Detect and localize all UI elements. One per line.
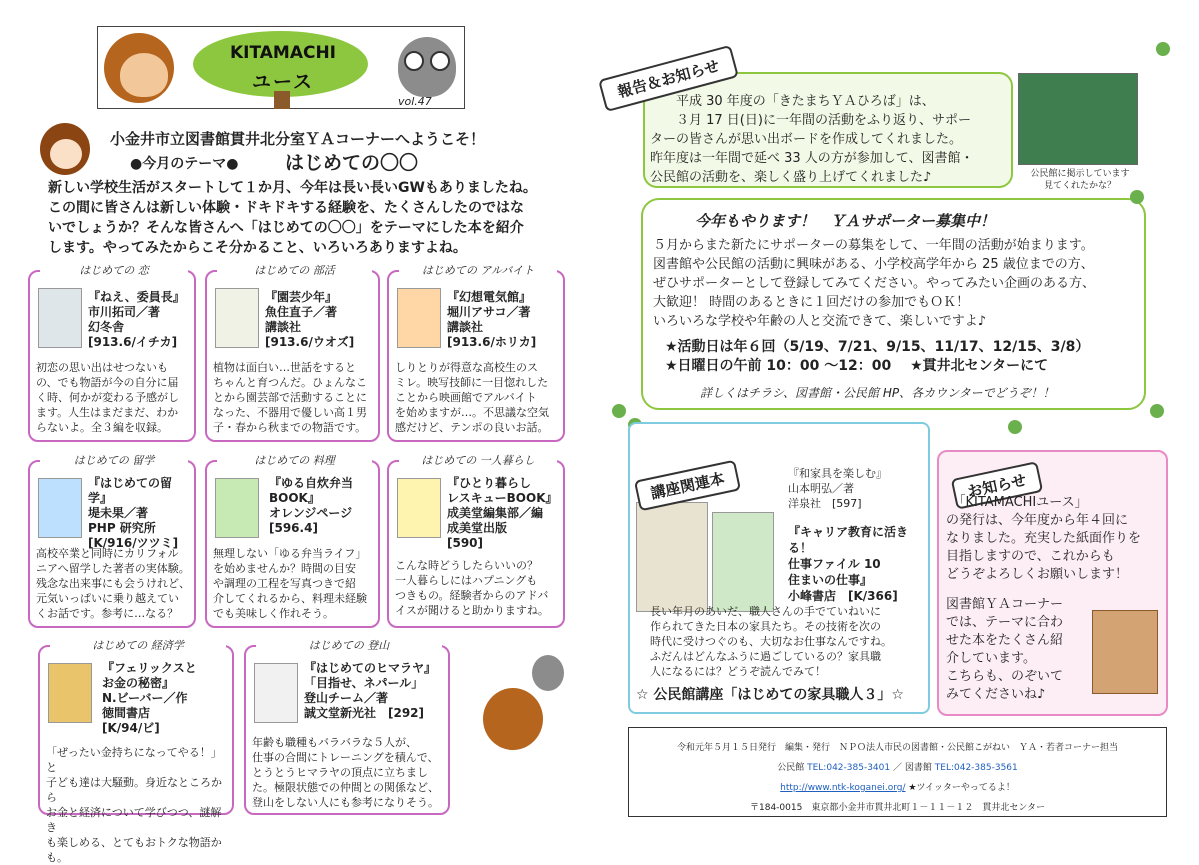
book-card-living-alone — [387, 454, 565, 628]
logo-english: KITAMACHI — [229, 43, 337, 63]
clover-icon — [1130, 190, 1144, 204]
welcome-heading: 小金井市立図書館貫井北分室ＹＡコーナーへようこそ！ — [110, 130, 486, 148]
girl-face — [50, 139, 82, 169]
monkey-reading-icon — [483, 688, 543, 750]
memory-board-photo — [1018, 73, 1138, 165]
small-owl-icon — [532, 655, 564, 691]
book-cover-icon — [712, 512, 774, 612]
book-label: はじめての アルバイト — [399, 262, 557, 278]
book-card-love — [28, 264, 196, 442]
tel-label-kominkan: 公民館 — [777, 763, 805, 773]
book-info: 『ひとり暮らし レスキューBOOK』 成美堂編集部／編 成美堂出版 [590] — [447, 476, 558, 550]
lecture-books-tag: 講座関連本 — [634, 460, 741, 512]
separator: ／ — [892, 763, 902, 773]
book-info: 『幻想電気館』 堀川アサコ／著 講談社 [913.6/ホリカ] — [447, 290, 537, 349]
book-cover-icon — [397, 288, 441, 348]
owl-mascot-icon — [398, 37, 456, 97]
book-description: 初恋の思い出はせつないも の、でも物語が今の自分に届 く時、何かが変わる予感がし ます。人生はまだまだ、わか らないよ。全３編を収録。 — [36, 361, 179, 434]
twitter-note: ★ツイッターやってるよ！ — [908, 783, 1015, 793]
book-card-economics — [38, 639, 234, 864]
tel-label-library: 図書館 — [904, 763, 932, 773]
lecture-book-1: 『和家具を楽しむ』 山本明弘／著 洋泉社 [597] — [788, 467, 887, 510]
theme-title: はじめての〇〇 — [285, 152, 419, 174]
book-label: はじめての 部活 — [217, 262, 372, 278]
book-label: はじめての 留学 — [40, 452, 188, 468]
owl-eye-right — [430, 51, 450, 71]
book-info: 『はじめてのヒマラヤ』 「目指せ、ネパール」 登山チーム／著 誠文堂新光社 [292] — [304, 661, 437, 720]
book-description: 植物は面白い…世話をすると ちゃんと育つんだ。ひょんなこ とから園芸部で活動することに なった、不器用で優しい高１男 子・春から秋までの物語です。 — [213, 361, 367, 434]
bookshelf-icon — [1092, 610, 1158, 694]
contact-line — [629, 760, 1166, 773]
book-cover-icon — [48, 663, 92, 723]
clover-icon — [1156, 42, 1170, 56]
book-cover-icon — [38, 478, 82, 538]
book-card-study-abroad — [28, 454, 196, 628]
book-card-parttime — [387, 264, 565, 442]
book-info: 『園芸少年』 魚住直子／著 講談社 [913.6/ウオズ] — [265, 290, 355, 349]
book-description: 年齢も職種もバラバラな５人が、 仕事の合間にトレーニングを積んで、 とうとうヒマラヤの頂点に立ちまし た。極限状態での仲間との関係など、 登山をしない人にも参考になりそう。 — [252, 736, 439, 809]
news-text: 平成 30 年度の「きたまちＹＡひろば」は、 ３月 17 日(日)に一年間の活動をふり返り、サポー ターの皆さんが思い出ボードを作成してくれました。 昨年度は一年間で延べ 33 人の方が参加して、図書館・ 公民館の活動を、楽しく盛り上げてくれました♪ — [650, 94, 974, 185]
book-cover-icon — [215, 478, 259, 538]
book-card-mountaineering — [244, 639, 450, 815]
book-description: こんな時どうしたらいいの？ 一人暮らしにはハプニングも つきもの。経験者からのアドバ イスが聞けると助かりますね。 — [395, 559, 549, 617]
intro-text: 新しい学校生活がスタートして１か月、今年は長い長いGWもありましたね。 この間に皆さんは新しい体験・ドキドキする経験を、たくさんしたのではな いでしょうか？そんな皆さんへ「はじめての〇〇」をテーマにした本を紹介 します。やってみたからこそ分かること、いろいろありますよね。 — [48, 180, 537, 256]
clover-icon — [612, 404, 626, 418]
web-line — [629, 780, 1166, 793]
volume-number: vol.47 — [398, 95, 432, 108]
tel-kominkan[interactable]: TEL:042-385-3401 — [807, 763, 891, 773]
news-tag: 報告＆お知らせ — [598, 45, 738, 112]
book-description: 「ぜったい金持ちになってやる！」と 子ども達は大騒動。身近なところから お金と経済について学びつつ、謎解き も楽しめる、とてもおトクな物語かも。 — [46, 746, 222, 864]
book-label: はじめての 料理 — [217, 452, 372, 468]
book-card-club — [205, 264, 380, 442]
book-info: 『はじめての留学』 堤未果／著 PHP 研究所 [K/916/ツツミ] — [88, 476, 179, 550]
book-label: はじめての 登山 — [256, 637, 442, 653]
lecture-book-2: 『キャリア教育に活きる！ 仕事ファイル 10 住まいの仕事』 小峰書店 [K/366] — [788, 525, 909, 603]
monkey-mascot-icon — [104, 33, 174, 103]
book-cover-icon — [38, 288, 82, 348]
theme-label: ●今月のテーマ● — [130, 156, 239, 172]
website-link[interactable]: http://www.ntk-koganei.org/ — [780, 783, 906, 793]
book-info: 『フェリックスと お金の秘密』 N.ビーバー／作 徳間書店 [K/94/ビ] — [102, 661, 197, 735]
publish-info: 令和元年５月１５日発行 編集・発行 ＮＰＯ法人市民の図書館・公民館こがねい ＹＡ・若者コーナー担当 — [676, 743, 1118, 753]
book-description: 高校卒業と同時にカリフォル ニアへ留学した著者の実体験。 残念な出来事にも会うけれど、 元気いっぱいに乗り越えてい くお話です。参考に…なる？ — [36, 547, 190, 620]
lecture-footer: ☆ 公民館講座「はじめての家具職人３」☆ — [636, 687, 904, 703]
book-cover-icon — [636, 502, 708, 612]
book-info: 『ゆる自炊弁当 BOOK』 オレンジページ [596.4] — [269, 476, 354, 535]
info-tag: お知らせ — [951, 461, 1043, 510]
book-description: 無理しない「ゆる弁当ライフ」 を始めませんか？時間の目安 や調理の工程を写真つきで紹 介してくれるから、料理未経験 でも美味しく作れそう。 — [213, 547, 367, 620]
book-cover-icon — [215, 288, 259, 348]
tel-library[interactable]: TEL:042-385-3561 — [934, 763, 1018, 773]
monkey-face — [120, 53, 168, 97]
book-card-cooking — [205, 454, 380, 628]
book-label: はじめての 一人暮らし — [399, 452, 557, 468]
info-text-ya-corner: 図書館ＹＡコーナー では、テーマに合わ せた本をたくさん紹 介しています。 こちらも、のぞいて みてくださいね♪ — [946, 597, 1064, 702]
supporter-title: 今年もやります！ ＹＡサポーター募集中！ — [695, 212, 996, 230]
clover-icon — [1008, 420, 1022, 434]
clover-icon — [1150, 404, 1164, 418]
supporter-text: ５月からまた新たにサポーターの募集をして、一年間の活動が始まります。 図書館や公民館の活動に興味がある、小学校高学年から 25 歳位までの方、 ぜひサポーターとして登録してみてください。やってみたい企画のある方、 大歓迎！ 時間のあるときに１回だけの参加でもＯＫ！ いろいろな学校や年齢の人と交流できて、楽しいですよ♪ — [653, 238, 1096, 329]
info-text-publication: 「KITAMACHIユース」 の発行は、今年度から年４回に なりました。充実した紙面作りを 目指しますので、これからも どうぞよろしくお願いします！ — [946, 495, 1142, 582]
owl-eye-left — [404, 51, 424, 71]
book-cover-icon — [254, 663, 298, 723]
book-description: しりとりが得意な高校生のス ミレ。映写技師に一目惚れした ことから映画館でアルバイト を始めますが…。不思議な空気 感だけど、テンポの良いお話。 — [395, 361, 549, 434]
address: 〒184-0015 東京都小金井市貫井北町１－１１－１２ 貫井北センター — [750, 803, 1045, 813]
book-cover-icon — [397, 478, 441, 538]
logo-japanese: ユース — [251, 71, 315, 93]
supporter-schedule: ★活動日は年６回（5/19、7/21、9/15、11/17、12/15、3/8） ★日曜日の午前 10：00 〜12：00 ★貫井北センターにて — [665, 339, 1090, 374]
supporter-footer: 詳しくはチラシ、図書館・公民館 HP、各カウンターでどうぞ！！ — [700, 386, 1055, 400]
lecture-text: 長い年月のあいだ、職人さんの手でていねいに 作られてきた日本の家具たち。その技術を次の 時代に受けつぐのも、大切なお仕事なんですね。 ふだんはどんなふうに過ごしているの？家具職 人になるには？どうぞ読んでみて！ — [650, 605, 892, 678]
book-label: はじめての 恋 — [40, 262, 188, 278]
lecture-books-box — [628, 422, 930, 714]
publisher-footer — [628, 727, 1167, 817]
newsletter-header — [97, 26, 465, 109]
book-label: はじめての 経済学 — [50, 637, 226, 653]
girl-mascot-icon — [40, 123, 90, 175]
book-info: 『ねえ、委員長』 市川拓司／著 幻冬舎 [913.6/イチカ] — [88, 290, 185, 349]
photo-caption: 公民館に掲示しています 見てくれたかな？ — [1030, 169, 1130, 191]
